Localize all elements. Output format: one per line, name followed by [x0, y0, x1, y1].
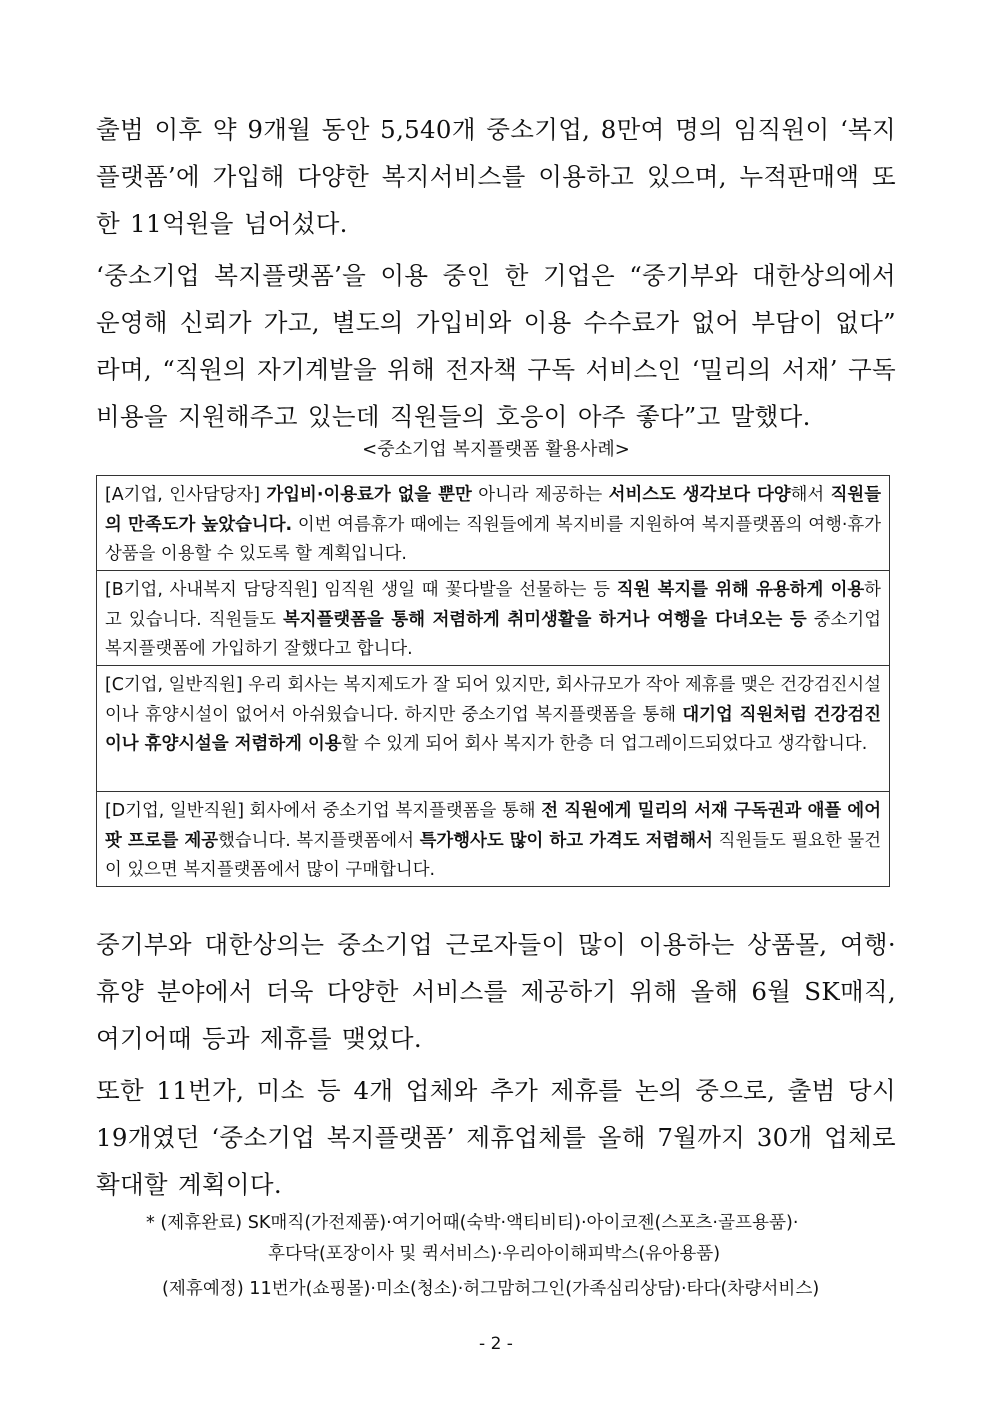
case-table — [96, 475, 890, 887]
case-text: 하고 있습니다. 직원들도 — [105, 580, 881, 630]
case-c — [97, 666, 889, 792]
footnote-completed-line-2: 후다닥(포장이사 및 퀵서비스)·우리아이해피박스(유아용품) — [268, 1244, 721, 1264]
case-text: [D기업, 일반직원] 회사에서 중소기업 복지플랫폼을 통해 — [105, 801, 542, 821]
case-text: [B기업, 사내복지 담당직원] 임직원 생일 때 꽃다발을 선물하는 등 — [105, 580, 617, 600]
case-table-caption: <중소기업 복지플랫폼 활용사례> — [362, 439, 630, 460]
case-emphasis-text: 직원 복지를 위해 유용하게 이용 — [616, 580, 865, 600]
paragraph-1: 출범 이후 약 9개월 동안 5,540개 중소기업, 8만여 명의 임직원이 ‘복지플랫폼’에 가입해 다양한 복지서비스를 이용하고 있으며, 누적판매액 또한 11억원을 넘어섰다. — [96, 115, 896, 238]
footnote-completed-line-1: * (제휴완료) SK매직(가전제품)·여기어때(숙박·액티비티)·아이코젠(스포츠·골프용품)· — [146, 1213, 799, 1233]
case-text: 이번 여름휴가 때에는 직원들에게 복지비를 지원하여 복지플랫폼의 여행·휴가상품을 이용할 수 있도록 할 계획입니다. — [105, 514, 881, 564]
case-text: 직원들도 필요한 물건이 있으면 복지플랫폼에서 많이 구매합니다. — [105, 830, 881, 880]
paragraph-3: 중기부와 대한상의는 중소기업 근로자들이 많이 이용하는 상품몰, 여행·휴양 분야에서 더욱 다양한 서비스를 제공하기 위해 올해 6월 SK매직, 여기어때 등과 제휴를 맺었다. — [96, 930, 896, 1053]
case-emphasis-text: 서비스도 생각보다 다양 — [608, 485, 791, 505]
case-a — [97, 476, 889, 571]
page-number: - 2 - — [479, 1334, 513, 1354]
case-text: 할 수 있게 되어 회사 복지가 한층 더 업그레이드되었다고 생각합니다. — [341, 734, 868, 754]
case-b — [97, 571, 889, 666]
case-text: 아니라 제공하는 — [471, 485, 609, 505]
case-emphasis-text: 가입비·이용료가 없을 뿐만 — [266, 485, 472, 505]
paragraph-4: 또한 11번가, 미소 등 4개 업체와 추가 제휴를 논의 중으로, 출범 당시 19개였던 ‘중소기업 복지플랫폼’ 제휴업체를 올해 7월까지 30개 업체로 확대할 계획이다. — [96, 1076, 896, 1199]
case-emphasis-text: 복지플랫폼을 통해 저렴하게 취미생활을 하거나 여행을 다녀오는 등 — [283, 609, 807, 630]
case-text: [A기업, 인사담당자] — [105, 485, 267, 505]
case-text: 했습니다. 복지플랫폼에서 — [218, 830, 420, 851]
case-emphasis-text: 대기업 직원처럼 건강검진이나 휴양시설을 저렴하게 이용 — [105, 704, 881, 754]
paragraph-2: ‘중소기업 복지플랫폼’을 이용 중인 한 기업은 “중기부와 대한상의에서 운영해 신뢰가 가고, 별도의 가입비와 이용 수수료가 없어 부담이 없다” 라며, “직원의 자기계발을 위해 전자책 구독 서비스인 ‘밀리의 서재’ 구독비용을 지원해주고 있는데 직원들의 호응이 아주 좋다”고 말했다. — [96, 261, 896, 431]
case-emphasis-text: 직원들의 만족도가 높았습니다. — [105, 485, 881, 535]
case-emphasis-text: 특가행사도 많이 하고 가격도 저렴해서 — [419, 830, 713, 851]
case-emphasis-text: 전 직원에게 밀리의 서재 구독권과 애플 에어팟 프로를 제공 — [105, 801, 881, 851]
case-text: [C기업, 일반직원] 우리 회사는 복지제도가 잘 되어 있지만, 회사규모가 작아 제휴를 맺은 건강검진시설이나 휴양시설이 없어서 아쉬웠습니다. 하지만 중소기업 복지플랫폼을 통해 — [105, 675, 881, 725]
case-text: 해서 — [790, 485, 831, 505]
case-text: 중소기업 복지플랫폼에 가입하기 잘했다고 합니다. — [105, 609, 881, 659]
footnote-planned-line: (제휴예정) 11번가(쇼핑몰)·미소(청소)·허그맘허그인(가족심리상담)·타다(차량서비스) — [162, 1279, 820, 1299]
case-d — [97, 792, 889, 886]
